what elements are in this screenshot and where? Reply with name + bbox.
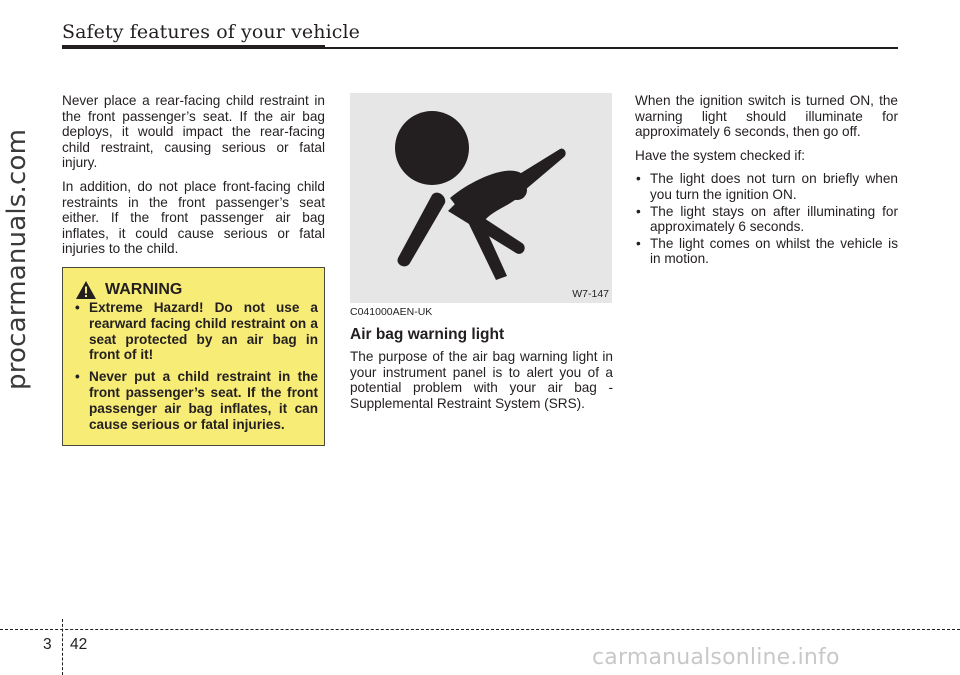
check-item: • The light does not turn on briefly when you turn the ignition ON. [635,171,898,202]
paragraph-airbag-purpose: The purpose of the air bag warning light in your instrument panel is to alert you of a potential problem with your air bag - Supplemental Restraint System (SRS). [350,349,613,411]
header-rule-thick [62,45,325,49]
warning-list [73,300,318,438]
warning-header [75,280,182,300]
section-title: Air bag warning light [350,325,505,343]
warning-triangle-icon [75,280,97,300]
airbag-warning-icon [350,93,612,303]
bottom-watermark: carmanualsonline.info [592,645,840,670]
check-list [635,171,898,267]
warning-item: • Extreme Hazard! Do not use a rearward facing child restraint on a seat protected by an air bag in front of it! [73,300,318,363]
column-right [635,93,898,268]
check-item: • The light stays on after illuminating for approximately 6 seconds. [635,204,898,235]
column-left [62,93,325,265]
paragraph-rear-facing: Never place a rear-facing child restraint in the front passenger’s seat. If the air bag deploys, it would impact the rear-facing child restraint, causing serious or fatal injury. [62,93,325,171]
footer-rule [0,629,960,630]
paragraph-have-checked: Have the system checked if: [635,147,805,163]
check-item: • The light comes on whilst the vehicle is in motion. [635,236,898,267]
column-middle [350,305,613,420]
page-header-title: Safety features of your vehicle [62,21,361,43]
reference-code: C041000AEN-UK [350,306,433,318]
paragraph-front-facing: In addition, do not place front-facing child restraints in the front passenger’s seat either. If the front passenger air bag inflates, it could cause serious or fatal injuries to the child. [62,178,325,257]
section-number: 3 [43,636,52,653]
page-number: 42 [70,636,88,653]
warning-box [62,267,325,446]
side-watermark: procarmanuals.com [2,128,32,390]
warning-item: • Never put a child restraint in the front passenger’s seat. If the front passenger air bag inflates, it can cause serious or fatal injuries. [73,369,318,432]
figure-code: W7-147 [572,288,609,300]
warning-title: WARNING [105,281,183,298]
footer-divider [62,619,63,675]
paragraph-ignition: When the ignition switch is turned ON, the warning light should illuminate for approximately 6 seconds, then go off. [635,93,898,140]
header-rule-thin [325,47,898,49]
airbag-figure [350,93,612,303]
